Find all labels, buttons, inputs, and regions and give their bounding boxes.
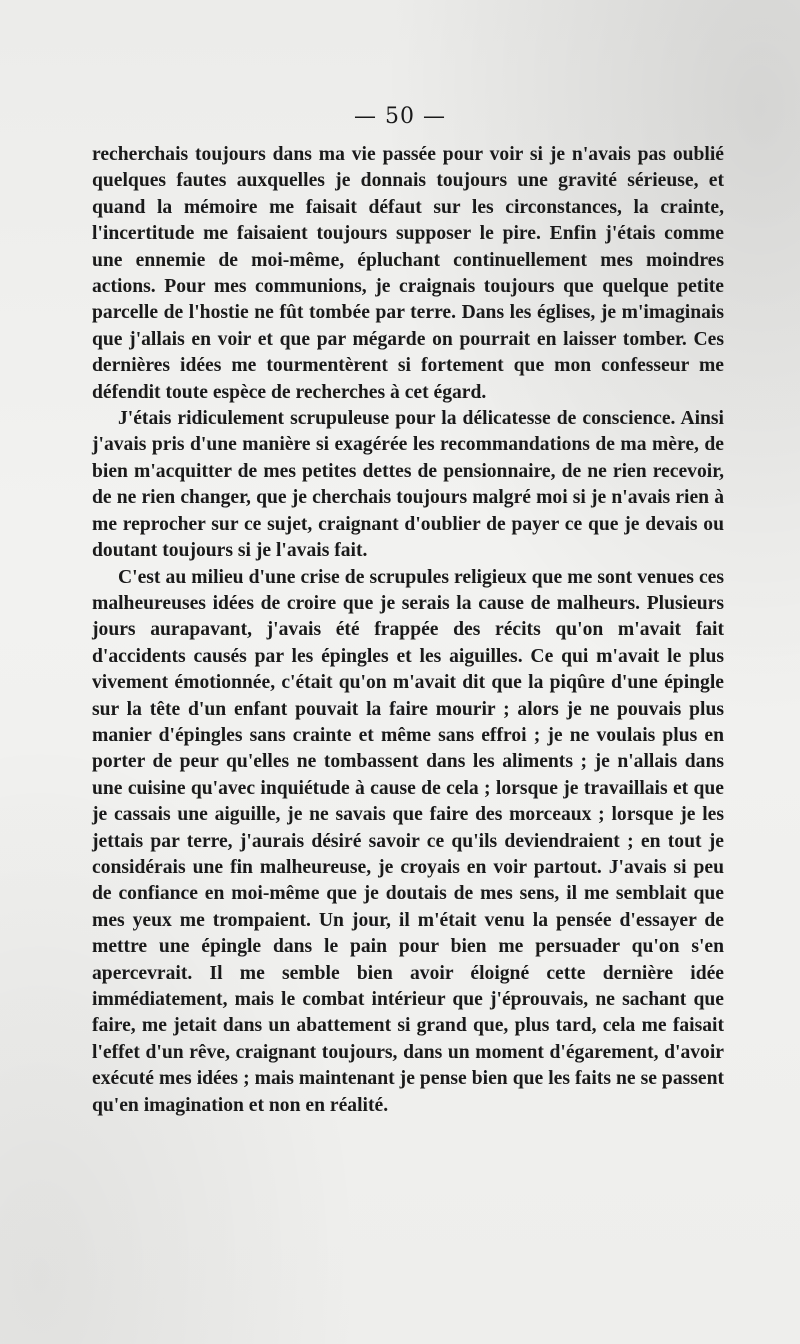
body-text	[92, 142, 724, 1119]
paragraph-1: recherchais toujours dans ma vie passée pour voir si je n'avais pas oublié quelques fautes auxquelles je donnais toujours une gravité sérieuse, et quand la mémoire me faisait défaut sur les circonstances, la crainte, l'incertitude me faisaient toujours supposer le pire. Enfin j'étais comme une ennemie de moi-même, épluchant continuellement mes moindres actions. Pour mes communions, je craignais toujours que quelque petite parcelle de l'hostie ne fût tombée par terre. Dans les églises, je m'imaginais que j'allais en voir et que par mégarde on pourrait en laisser tomber. Ces dernières idées me tourmentèrent si fortement que mon confesseur me défendit toute espèce de recherches à cet égard.	[92, 144, 724, 403]
page-number: — 50 —	[354, 104, 446, 129]
paragraph-3: C'est au milieu d'une crise de scrupules religieux que me sont venues ces malheureuses idées de croire que je serais la cause de malheurs. Plusieurs jours aurapavant, j'avais été frappée des récits qu'on m'avait fait d'accidents causés par les épingles et les aiguilles. Ce qui m'avait le plus vivement émotionnée, c'était qu'on m'avait dit que la piqûre d'une épingle sur la tête d'un enfant pouvait la faire mourir ; alors je ne pouvais plus manier d'épingles sans crainte et même sans effroi ; je ne voulais plus en porter de peur qu'elles ne tombassent dans les aliments ; je n'allais dans une cuisine qu'avec inquiétude à cause de cela ; lorsque je travaillais et que je cassais une aiguille, je ne savais que faire des morceaux ; lorsque je les jettais par terre, j'aurais désiré savoir ce qu'ils deviendraient ; en tout je considérais une fin malheureuse, je croyais en voir partout. J'avais si peu de confiance en moi-même que je doutais de mes sens, il me semblait que mes yeux me trompaient. Un jour, il m'était venu la pensée d'essayer de mettre une épingle dans le pain pour bien me persuader qu'on s'en apercevrait. Il me semble bien avoir éloigné cette dernière idée immédiatement, mais le combat intérieur que j'éprouvais, ne sachant que faire, me jetait dans un abattement si grand que, plus tard, cela me faisait l'effet d'un rêve, craignant toujours, dans un moment d'égarement, d'avoir exécuté mes idées ; mais maintenant je pense bien que les faits ne se passent qu'en imagination et non en réalité.	[92, 566, 724, 1116]
paragraph-2: J'étais ridiculement scrupuleuse pour la délicatesse de conscience. Ainsi j'avais pris d'une manière si exagérée les recommandations de ma mère, de bien m'acquitter de mes petites dettes de pensionnaire, de ne rien recevoir, de ne rien changer, que je cherchais toujours malgré moi si je n'avais rien à me reprocher sur ce sujet, craignant d'oublier de payer ce que je devais ou doutant toujours si je l'avais fait.	[92, 408, 724, 562]
